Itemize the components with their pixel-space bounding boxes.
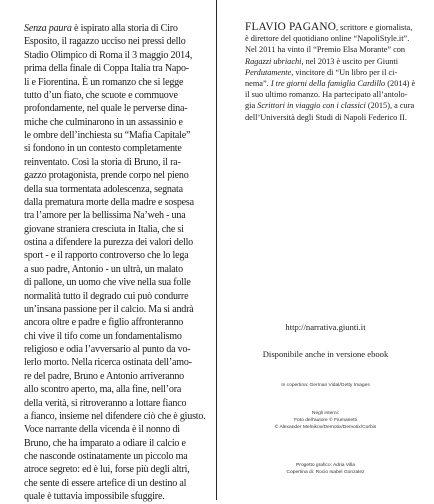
interior-credits-title: Negli interni: [311,411,340,416]
synopsis-line: a suo padre, Antonio - un ultrà, un malato [24,263,183,275]
synopsis-line: che nasconde ostinatamente un piccolo ma [24,451,188,462]
synopsis-line: ancora oltre e padre e figlio affronteranno [24,317,184,329]
synopsis-line: Bruno, che ha imparato a odiare il calcio e [24,437,186,449]
synopsis-line: atroce segreto: ed è lui, forse più degli altri, [24,464,190,476]
synopsis-line: Voce narrante della vicenda è il nonno di [24,424,180,436]
bio-segment: è direttore del quotidiano online “NapoliStyle.it”. [245,34,410,44]
bio-segment: Nel 2011 ha vinto il “Premio Elsa Morante” con [245,45,406,55]
synopsis-line: normalità tutto il degrado cui può condurre [24,290,189,302]
design-credit-line: Copertina di: Rocio Isabel Gonzalez [286,470,365,476]
bio-italic-title: Perdutamente [245,67,292,77]
author-name: FLAVIO PAGANO [245,21,337,33]
synopsis-line: Stadio Olimpico di Roma il 3 maggio 2014, [24,49,193,61]
bio-body [245,23,415,122]
interior-credit-line: © Alexander Melnikov/Demotix/Demotix/Corbis [274,425,377,431]
synopsis-text [24,22,209,504]
interior-credit-line: Foto dell’autore © Fiumanetti [294,418,357,424]
synopsis-line: chi vive il tifo come un fondamentalismo [24,330,182,342]
synopsis-line: sport - e il rapporto controverso che lo lega [24,250,189,262]
synopsis-line: miche che culminarono in un assassinio e [24,116,183,128]
author-bio [245,22,424,123]
synopsis-line: quale è tuttavia impossibile sfuggire. [24,491,165,503]
bio-segment: (2015), a cura [365,101,415,111]
synopsis-line: profondamente, nel quale le perverse dina- [24,103,188,115]
bio-italic-title: I tre giorni della famiglia Cardillo [270,79,386,89]
synopsis-line: gazzo protagonista, prende corpo nel pieno [24,170,189,182]
bio-italic-title: Scrittori in viaggio con i classici [257,101,366,111]
bio-segment: (2014) è [385,79,416,89]
synopsis-line: reinventato. Così la storia di Bruno, il ra- [24,156,181,168]
synopsis-line: prima della finale di Coppa Italia tra Napo- [24,63,189,75]
synopsis-line: della verità, si ritroveranno a lottare fianco [24,397,187,409]
bio-segment: , vincitore di “Un libro per il ci- [291,67,398,77]
synopsis-line: ostina a difendere la purezza dei valori dello [24,237,194,248]
synopsis-line: le ombre dell’inchiesta su “Mafia Capitale” [24,130,191,141]
bio-segment: gia [245,101,258,111]
cover-credit: In copertina: German Vidal/Getty Images [281,383,370,388]
synopsis-line: allo scontro aperto, ma, alla fine, nell’ora [24,384,182,396]
synopsis-line: a fianco, insieme nel difendere ciò che è giusto. [24,410,206,422]
bio-segment: nema”. [245,79,271,89]
synopsis-line: Esposito, il ragazzo ucciso nei pressi dello [24,36,186,48]
synopsis-line: si fondono in un contesto completamente [24,143,182,155]
bio-segment: il suo ultimo romanzo. Ha partecipato all’antolo- [245,90,408,100]
synopsis-line: tutto d’un fiato, che scuote e commuove [24,89,178,101]
interior-credits [217,410,434,432]
bio-segment: , nel 2013 è uscito per Giunti [301,56,399,66]
ebook-note: Disponibile anche in versione ebook [262,349,389,359]
front-flap [0,0,217,503]
bio-segment: dell’Università degli Studi di Napoli Federico II. [245,112,407,122]
synopsis-line: tra l’amore per la bellissima Na’weh - una [24,210,186,222]
synopsis-line: che sente di essere artefice di un destino al [24,477,187,489]
synopsis-body [24,23,206,502]
design-credit-line: Progetto grafico: Adria Villa [296,463,355,468]
book-title: Senza paura [24,23,72,34]
synopsis-line: è ispirato alla storia di Ciro [71,23,178,34]
bio-segment: , scrittore e giornalista, [336,23,413,32]
synopsis-line: lerlo morto. Nella ricerca ostinata dell’amo- [24,357,192,369]
synopsis-line: della sua tormentata adolescenza, segnata [24,183,183,195]
synopsis-line: religioso e odia l’avversario al punto da vo- [24,344,191,355]
synopsis-line: giovane straniera cresciuta in Italia, che si [24,223,184,235]
synopsis-line: di pallone, un uomo che vive nella sua folle [24,277,191,289]
synopsis-line: dalla prematura morte della madre e sospesa [24,196,194,208]
synopsis-line: li e Fiorentina. È un romanzo che si legge [24,76,184,88]
synopsis-line: re del padre, Bruno e Antonio arriveranno [24,370,184,382]
design-credits [217,462,434,476]
bio-italic-title: Ragazzi ubriachi [245,56,302,66]
synopsis-line: un’insana passione per il calcio. Ma si andrà [24,303,194,315]
publisher-url: http://narrativa.giunti.it [285,322,366,332]
